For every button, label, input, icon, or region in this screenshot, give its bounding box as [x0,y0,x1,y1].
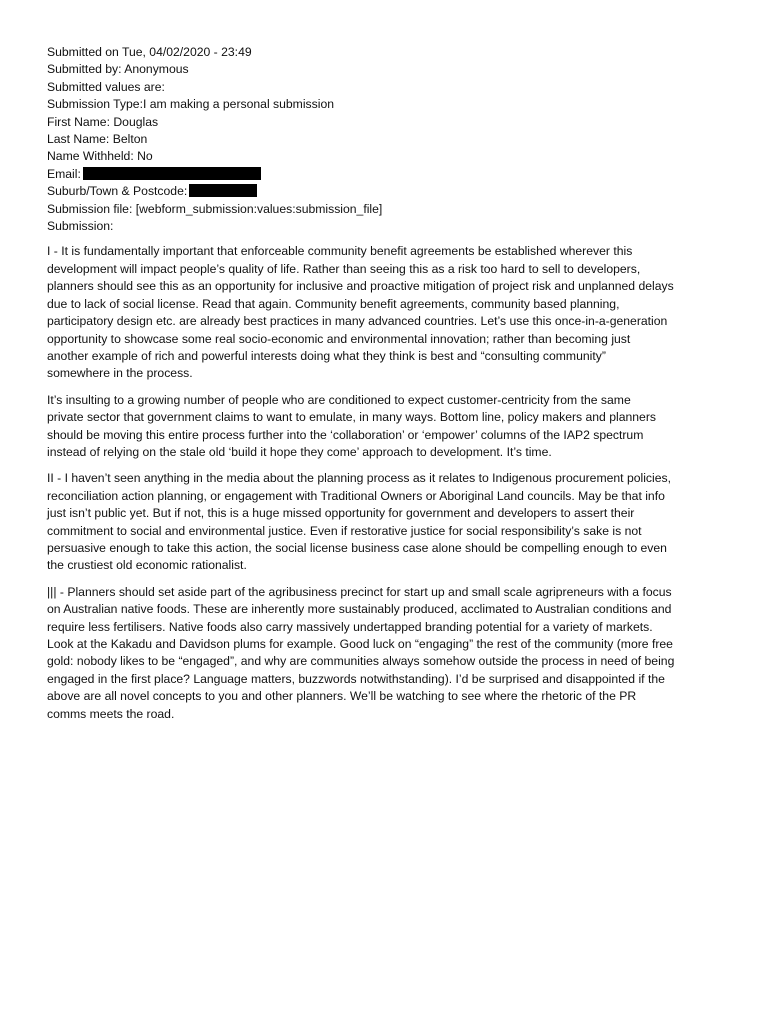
submission-body [47,243,727,723]
submitted-on: Submitted on Tue, 04/02/2020 - 23:49 [47,45,252,59]
suburb-label: Suburb/Town & Postcode: [47,184,188,199]
suburb-redaction-box [189,184,257,197]
first-name: First Name: Douglas [47,114,159,129]
email-redaction-box [83,167,261,180]
submission-document [47,44,727,732]
email-label: Email: [47,166,81,181]
paragraph-1: I - It is fundamentally important that enforceable community benefit agreements be established wherever this development will impact people’s quality of life. Rather than seeing this as a risk too hard to sell to developers, planners should see this as an opportunity for inclusive and proactive mitigation of project risk and unplanned delays due to lack of social license. Read that again. Community benefit agreements, community based planning, participatory design etc. are already best practices in many advanced countries. Let’s use this once-in-a-generation opportunity to showcase some real socio-economic and environmental innovation; rather than becoming just another example of rich and powerful interests doing what they think is best and “consulting community” somewhere in the process. [47,244,674,381]
metadata-block [47,44,727,235]
name-withheld: Name Withheld: No [47,149,153,164]
email-row [47,166,727,183]
submission-type: Submission Type:I am making a personal submission [47,97,334,112]
paragraph-3: II - I haven’t seen anything in the media about the planning process as it relates to Indigenous procurement policies, reconciliation action planning, or engagement with Traditional Owners or Aboriginal Land councils. May be that info just isn’t public yet. But if not, this is a huge missed opportunity for government and developers to assert their commitment to social and environmental justice. Even if restorative justice for social responsibility’s sake is not persuasive enough to take this action, the social license business case alone should be compelling enough to even the crustiest old economic rationalist. [47,471,671,573]
submission-file: Submission file: [webform_submission:values:submission_file] [47,201,383,216]
paragraph-2: It’s insulting to a growing number of people who are conditioned to expect customer-centricity from the same private sector that government claims to want to emulate, in many ways. Bottom line, policy makers and planners should be moving this entire process further into the ‘collaboration’ or ‘empower’ columns of the IAP2 spectrum instead of relying on the stale old ‘build it hope they come’ approach to development. It’s time. [47,392,656,459]
last-name: Last Name: Belton [47,132,148,147]
suburb-row [47,183,727,200]
submitted-values-heading: Submitted values are: [47,79,165,94]
spacer [47,235,727,243]
paragraph-4: ||| - Planners should set aside part of the agribusiness precinct for start up and small scale agripreneurs with a focus on Australian native foods. These are inherently more sustainably produced, acclimated to Australian conditions and require less fertilisers. Native foods also carry massively undertapped branding potential for a variety of markets. Look at the Kakadu and Davidson plums for example. Good luck on “engaging” the rest of the community (more free gold: nobody likes to be “engaged”, and why are communities always somehow outside the process in need of being engaged in the first place? Language matters, buzzwords notwithstanding). I’d be surprised and disappointed if the above are all novel concepts to you and other planners. We’ll be watching to see where the rhetoric of the PR comms meets the road. [47,584,675,721]
submitted-by: Submitted by: Anonymous [47,62,189,77]
submission-label: Submission: [47,219,114,234]
